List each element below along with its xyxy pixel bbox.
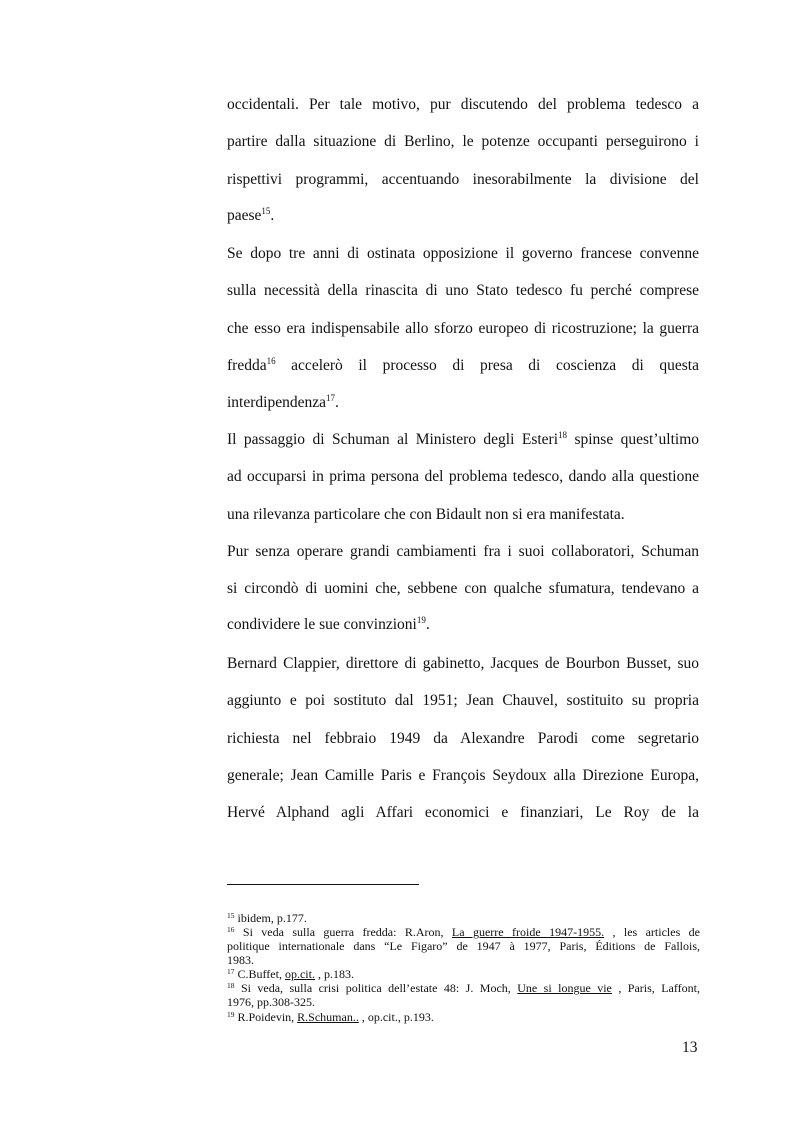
body-line-20: Hervé Alphand agli Affari economici e finanziari, Le Roy de la: [227, 804, 699, 821]
body-line-12: una rilevanza particolare che con Bidault non si era manifestata.: [227, 506, 625, 523]
body-line-3: rispettivi programmi, accentuando inesorabilmente la divisione del: [227, 171, 699, 188]
page-number: 13: [682, 1039, 698, 1056]
body-line-13: Pur senza operare grandi cambiamenti fra i suoi collaboratori, Schuman: [227, 543, 699, 560]
body-line-17: aggiunto e poi sostituto dal 1951; Jean Chauvel, sostituito su propria: [227, 692, 699, 709]
footnote-19-link[interactable]: R.Schuman..: [297, 1010, 359, 1024]
body-line-14: si circondò di uomini che, sebbene con qualche sfumatura, tendevano a: [227, 580, 699, 597]
footnote-16: $^{16}$ Si veda sulla guerra fredda: R.Aron, La guerre froide 1947-1955. , les articles de: [227, 925, 700, 939]
footnote-18-line-2: 1976, pp.308-325.: [227, 995, 315, 1009]
body-line-11: ad occuparsi in prima persona del problema tedesco, dando alla questione: [227, 468, 699, 485]
body-line-1: occidentali. Per tale motivo, pur discutendo del problema tedesco a: [227, 96, 699, 113]
footnote-ref-17: 17: [325, 393, 335, 403]
body-line-5: Se dopo tre anni di ostinata opposizione il governo francese convenne: [227, 245, 699, 262]
footnote-16-line-3: 1983.: [227, 953, 254, 967]
footnote-17-link[interactable]: op.cit.: [284, 967, 315, 981]
body-line-7: che esso era indispensabile allo sforzo europeo di ricostruzione; la guerra: [227, 320, 699, 337]
footnote-ref-16: 16: [266, 356, 276, 366]
footnote-16-title-link[interactable]: La guerre froide 1947-1955.: [451, 925, 605, 939]
body-line-16: Bernard Clappier, direttore di gabinetto, Jacques de Bourbon Busset, suo: [227, 655, 699, 672]
footnote-18: $^{18}$ Si veda, sulla crisi politica dell’estate 48: J. Moch, Une si longue vie , Paris, Laffont,: [227, 981, 700, 995]
footnote-ref-18: 18: [558, 430, 568, 440]
body-line-18: richiesta nel febbraio 1949 da Alexandre Parodi come segretario: [227, 730, 699, 747]
footnote-15: $^{15}$ ibidem, p.177.: [227, 911, 307, 925]
footnote-16-line-2: politique internationale dans “Le Figaro” de 1947 à 1977, Paris, Éditions de Fallois,: [227, 939, 700, 953]
footnote-19: $^{19}$ R.Poidevin, R.Schuman.. , op.cit., p.193.: [227, 1010, 434, 1024]
body-line-10: Il passaggio di Schuman al Ministero degli Esteri$^{18}$ spinse quest’ultimo: [227, 430, 699, 448]
body-line-15: condividere le sue convinzioni$^{19}$.: [227, 615, 430, 633]
footnote-ref-15: 15: [261, 206, 271, 216]
footnote-separator: [227, 884, 419, 885]
body-line-8: fredda$^{16}$ accelerò il processo di presa di coscienza di questa: [227, 356, 699, 374]
body-line-19: generale; Jean Camille Paris e François Seydoux alla Direzione Europa,: [227, 767, 699, 784]
body-line-6: sulla necessità della rinascita di uno Stato tedesco fu perché comprese: [227, 282, 699, 299]
body-line-4: paese$^{15}$.: [227, 206, 275, 224]
footnote-17: $^{17}$ C.Buffet, op.cit. , p.183.: [227, 967, 354, 981]
body-line-9: interdipendenza$^{17}$.: [227, 393, 339, 411]
footnote-18-title-link[interactable]: Une si longue vie: [517, 981, 612, 995]
footnote-ref-19: 19: [416, 615, 426, 625]
body-line-2: partire dalla situazione di Berlino, le potenze occupanti perseguirono i: [227, 133, 699, 150]
